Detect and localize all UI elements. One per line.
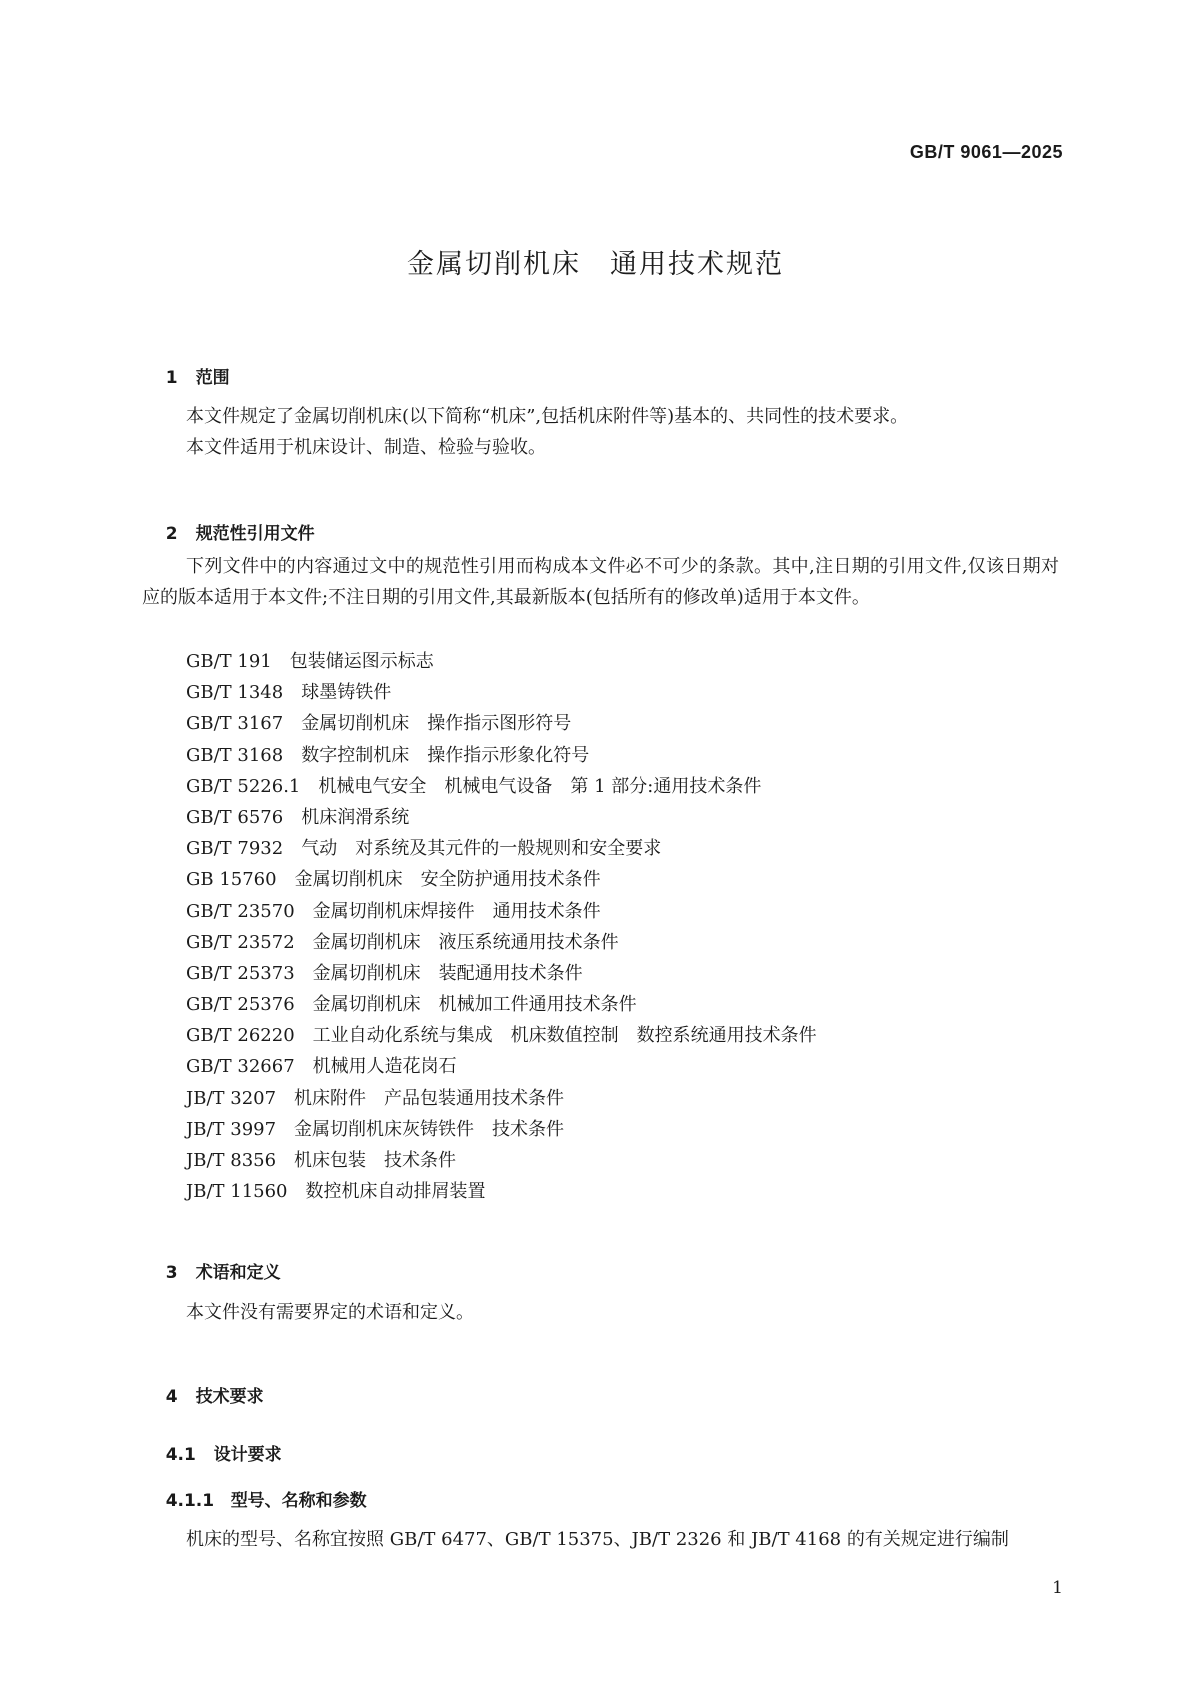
reference-title: 机械用人造花岗石 [312,1056,457,1078]
reference-code: JB/T 3997 [186,1118,277,1140]
reference-title: 工业自动化系统与集成 机床数值控制 数控系统通用技术条件 [312,1025,817,1047]
section-3-heading [142,1238,281,1303]
reference-item [186,958,817,989]
section-title: 技术要求 [195,1387,264,1407]
section-number: 4.1 [165,1445,196,1465]
reference-code: GB/T 5226.1 [186,775,301,797]
reference-code: GB/T 32667 [186,1056,295,1078]
reference-code: GB/T 6576 [186,806,284,828]
section-title: 设计要求 [213,1445,282,1465]
reference-item [186,927,817,958]
model-name-paragraph: 机床的型号、名称宜按照 GB/T 6477、GB/T 15375、JB/T 2326 和 JB/T 4168 的有关规定进行编制 [186,1529,1009,1550]
section-title: 规范性引用文件 [195,524,315,544]
reference-item [186,771,817,802]
reference-item [186,864,817,895]
reference-code: GB/T 7932 [186,838,284,860]
section-4-1-1-heading [142,1466,367,1531]
reference-title: 球墨铸铁件 [301,682,392,704]
reference-title: 机床包装 技术条件 [294,1150,457,1171]
reference-item [186,740,817,771]
page-number: 1 [1052,1578,1063,1598]
reference-code: GB 15760 [186,869,277,891]
reference-item [186,677,817,708]
reference-title: 金属切削机床 液压系统通用技术条件 [312,931,619,953]
reference-item [186,1051,817,1082]
reference-title: 气动 对系统及其元件的一般规则和安全要求 [301,838,662,860]
reference-item [186,708,817,739]
section-1-heading [142,343,230,408]
reference-item [186,1083,817,1114]
reference-title: 金属切削机床 安全防护通用技术条件 [294,869,601,891]
reference-title: 金属切削机床焊接件 通用技术条件 [312,900,601,922]
scope-paragraph-2: 本文件适用于机床设计、制造、检验与验收。 [186,437,546,458]
terms-paragraph: 本文件没有需要界定的术语和定义。 [186,1302,474,1323]
reference-code: GB/T 191 [186,651,272,672]
reference-item [186,989,817,1020]
reference-title: 包装储运图示标志 [289,651,434,672]
reference-code: GB/T 23572 [186,931,295,953]
reference-title: 金属切削机床 装配通用技术条件 [312,962,583,984]
reference-title: 数字控制机床 操作指示形象化符号 [301,744,590,766]
reference-code: JB/T 3207 [186,1087,277,1109]
standard-code: GB/T 9061—2025 [909,142,1063,162]
reference-code: GB/T 23570 [186,900,295,922]
reference-code: GB/T 3167 [186,713,284,735]
normative-references-intro: 下列文件中的内容通过文中的规范性引用而构成本文件必不可少的条款。其中,注日期的引用文件,仅该日期对应的版本适用于本文件;不注日期的引用文件,其最新版本(包括所有的修改单)适用于本文件。 [142,556,1059,608]
reference-code: JB/T 11560 [186,1181,288,1203]
reference-title: 机床润滑系统 [301,806,410,828]
section-title: 范围 [195,368,230,388]
reference-title: 金属切削机床 机械加工件通用技术条件 [312,994,637,1016]
reference-title: 数控机床自动排屑装置 [305,1181,486,1203]
reference-item [186,1145,817,1176]
reference-code: GB/T 25376 [186,994,295,1016]
document-title: 金属切削机床 通用技术规范 [407,249,784,280]
section-number: 3 [165,1263,178,1283]
reference-code: GB/T 25373 [186,962,295,984]
reference-title: 机械电气安全 机械电气设备 第 1 部分:通用技术条件 [318,775,762,797]
reference-code: GB/T 26220 [186,1025,295,1047]
scope-paragraph-1: 本文件规定了金属切削机床(以下简称“机床”,包括机床附件等)基本的、共同性的技术要求。 [186,406,909,427]
section-title: 术语和定义 [195,1263,281,1283]
reference-code: GB/T 1348 [186,682,284,704]
reference-item [186,802,817,833]
section-number: 2 [165,524,178,544]
reference-item [186,1020,817,1051]
section-number: 1 [165,368,178,388]
section-number: 4.1.1 [165,1491,215,1511]
reference-item [186,1176,817,1207]
reference-list [186,646,817,1207]
reference-title: 金属切削机床 操作指示图形符号 [301,713,572,735]
reference-code: GB/T 3168 [186,744,284,766]
reference-title: 金属切削机床灰铸铁件 技术条件 [294,1118,565,1140]
reference-item [186,646,817,677]
reference-item [186,1114,817,1145]
reference-title: 机床附件 产品包装通用技术条件 [294,1087,565,1109]
reference-code: JB/T 8356 [186,1150,277,1171]
section-title: 型号、名称和参数 [230,1491,367,1511]
reference-item [186,896,817,927]
section-number: 4 [165,1387,178,1407]
section-4-heading [142,1362,264,1427]
reference-item [186,833,817,864]
